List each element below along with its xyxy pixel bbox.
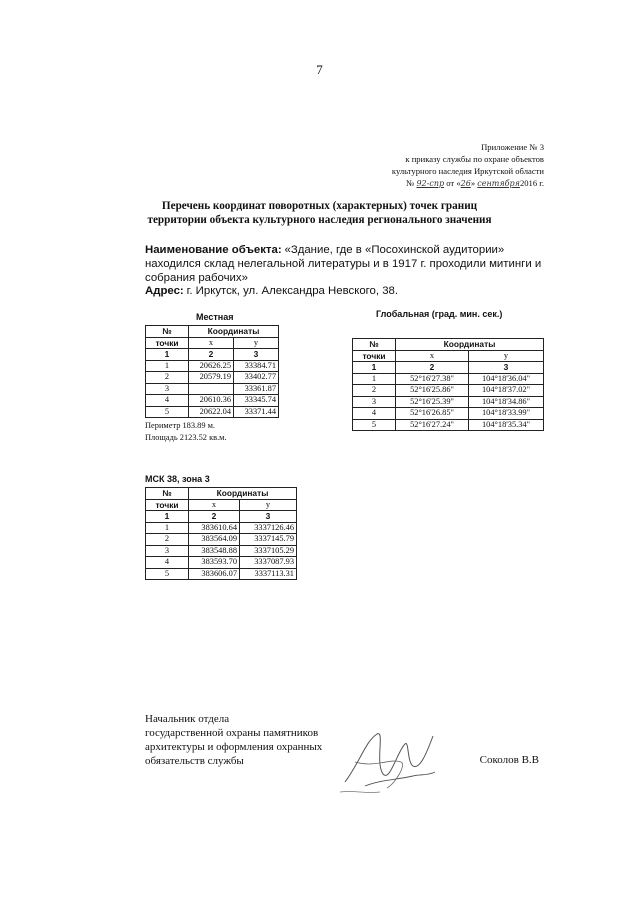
global-n1: 1 — [353, 362, 396, 374]
coord-x: 383610.64 — [189, 522, 240, 534]
coord-y: 33402.77 — [234, 372, 279, 384]
coord-x: 383564.09 — [189, 534, 240, 546]
coord-x: 52°16'27.38" — [396, 373, 469, 385]
msk-table-caption: МСК 38, зона 3 — [145, 474, 210, 484]
point-no: 1 — [146, 360, 189, 372]
local-h-coords: Координаты — [189, 326, 279, 338]
sig-line2: государственной охраны памятников — [145, 727, 319, 739]
global-table-caption: Глобальная (град. мин. сек.) — [376, 309, 503, 319]
local-table — [145, 325, 279, 418]
point-no: 3 — [146, 545, 189, 557]
order-quote: » — [470, 178, 476, 188]
local-table-caption: Местная — [196, 312, 234, 322]
coord-x: 20622.04 — [189, 406, 234, 418]
coord-y: 3337113.31 — [240, 568, 297, 580]
local-h-point: точки — [146, 337, 189, 349]
object-label: Наименование объекта: — [145, 244, 282, 256]
msk-n3: 3 — [240, 511, 297, 523]
coord-y: 104°18'36.04" — [469, 373, 544, 385]
sig-line3: архитектуры и оформления охранных — [145, 741, 323, 753]
appendix-line1: Приложение № 3 — [481, 142, 544, 152]
coord-y: 104°18'34.86" — [469, 396, 544, 408]
point-no: 5 — [146, 568, 189, 580]
msk-h-point: точки — [146, 499, 189, 511]
table-row — [146, 372, 279, 384]
order-no-value: 92-спр — [416, 179, 445, 188]
global-h-x: x — [396, 350, 469, 362]
title-line2: территории объекта культурного наследия регионального значения — [147, 214, 492, 226]
global-h-y: y — [469, 350, 544, 362]
object-value-line3: собрания рабочих» — [145, 272, 248, 284]
coord-x: 383548.88 — [189, 545, 240, 557]
local-n1: 1 — [146, 349, 189, 361]
order-from-label: от « — [446, 178, 461, 188]
sig-line1: Начальник отдела — [145, 713, 230, 725]
msk-h-y: y — [240, 499, 297, 511]
order-year: 2016 г. — [519, 178, 544, 188]
msk-h-x: x — [189, 499, 240, 511]
coord-y: 104°18'37.02" — [469, 385, 544, 397]
local-perimeter: Периметр 183.89 м. — [145, 421, 216, 430]
coord-x: 20626.25 — [189, 360, 234, 372]
object-value-line1: «Здание, где в «Посохинской аудитории» — [284, 244, 505, 256]
coord-x: 52°16'26.85" — [396, 408, 469, 420]
local-table-wrap — [145, 325, 279, 444]
coord-y: 3337105.29 — [240, 545, 297, 557]
appendix-line2: к приказу службы по охране объектов — [405, 154, 544, 164]
page-number: 7 — [316, 62, 323, 77]
local-h-y: y — [234, 337, 279, 349]
signatory-position — [145, 712, 355, 768]
msk-table — [145, 487, 297, 580]
table-row — [353, 396, 544, 408]
global-h-no: № — [353, 339, 396, 351]
coord-x: 20579.19 — [189, 372, 234, 384]
point-no: 2 — [146, 372, 189, 384]
table-row — [146, 534, 297, 546]
coord-y: 104°18'33.99" — [469, 408, 544, 420]
global-n3: 3 — [469, 362, 544, 374]
object-value-line2: находился склад нелегальной литературы и в 1917 г. проходили митинги и — [145, 258, 542, 270]
table-row — [353, 419, 544, 431]
object-name — [145, 243, 545, 285]
table-row — [146, 383, 279, 395]
local-h-x: x — [189, 337, 234, 349]
coord-y: 33361.87 — [234, 383, 279, 395]
global-n2: 2 — [396, 362, 469, 374]
table-row — [146, 395, 279, 407]
order-month: сентября — [477, 179, 520, 188]
local-area: Площадь 2123.52 кв.м. — [145, 433, 227, 442]
coord-y: 3337087.93 — [240, 557, 297, 569]
local-h-no: № — [146, 326, 189, 338]
table-row — [146, 545, 297, 557]
appendix-header — [392, 141, 544, 190]
point-no: 5 — [146, 406, 189, 418]
point-no: 1 — [353, 373, 396, 385]
coord-x — [189, 383, 234, 395]
order-day: 26 — [460, 179, 471, 188]
global-table-wrap — [352, 338, 544, 431]
global-h-coords: Координаты — [396, 339, 544, 351]
coord-x: 20610.36 — [189, 395, 234, 407]
sig-line4: обязательств службы — [145, 755, 244, 767]
local-n2: 2 — [189, 349, 234, 361]
address-label: Адрес: — [145, 285, 184, 297]
global-table — [352, 338, 544, 431]
coord-y: 33384.71 — [234, 360, 279, 372]
coord-x: 52°16'25.86" — [396, 385, 469, 397]
coord-y: 104°18'35.34" — [469, 419, 544, 431]
msk-h-coords: Координаты — [189, 488, 297, 500]
table-row — [353, 385, 544, 397]
msk-n2: 2 — [189, 511, 240, 523]
point-no: 3 — [353, 396, 396, 408]
msk-table-wrap — [145, 487, 297, 580]
point-no: 5 — [353, 419, 396, 431]
coord-y: 33345.74 — [234, 395, 279, 407]
table-row — [146, 568, 297, 580]
table-row — [146, 522, 297, 534]
coord-y: 33371.44 — [234, 406, 279, 418]
global-h-point: точки — [353, 350, 396, 362]
coord-x: 383593.70 — [189, 557, 240, 569]
table-row — [146, 360, 279, 372]
document-title — [0, 199, 639, 227]
signatory-name: Соколов В.В — [479, 754, 539, 766]
coord-x: 52°16'25.39" — [396, 396, 469, 408]
msk-h-no: № — [146, 488, 189, 500]
table-row — [353, 373, 544, 385]
coord-y: 3337145.79 — [240, 534, 297, 546]
table-row — [146, 406, 279, 418]
object-address — [145, 284, 398, 298]
point-no: 3 — [146, 383, 189, 395]
handwritten-signature — [335, 722, 440, 797]
point-no: 4 — [353, 408, 396, 420]
point-no: 4 — [146, 395, 189, 407]
point-no: 2 — [353, 385, 396, 397]
title-line1: Перечень координат поворотных (характерных) точек границ — [161, 200, 478, 212]
appendix-line3: культурного наследия Иркутской области — [391, 166, 544, 176]
order-no-label: № — [406, 178, 415, 188]
table-row — [353, 408, 544, 420]
msk-n1: 1 — [146, 511, 189, 523]
point-no: 4 — [146, 557, 189, 569]
point-no: 2 — [146, 534, 189, 546]
table-row — [146, 557, 297, 569]
point-no: 1 — [146, 522, 189, 534]
coord-x: 383606.07 — [189, 568, 240, 580]
local-n3: 3 — [234, 349, 279, 361]
coord-x: 52°16'27.24" — [396, 419, 469, 431]
coord-y: 3337126.46 — [240, 522, 297, 534]
address-value: г. Иркутск, ул. Александра Невского, 38. — [186, 285, 399, 297]
appendix-order-line — [392, 177, 544, 190]
